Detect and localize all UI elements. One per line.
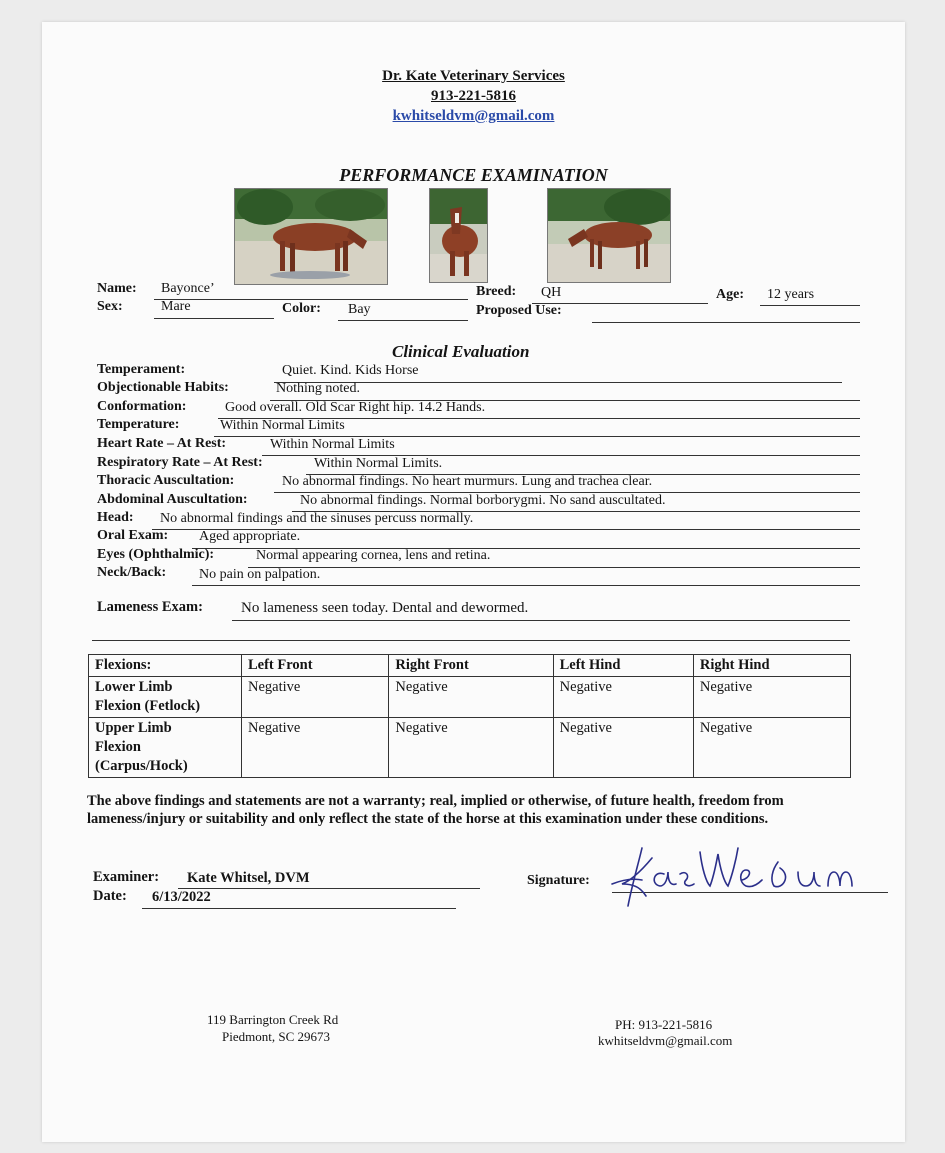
sex-value: Mare <box>161 299 191 314</box>
eyes-label: Eyes (Ophthalmic): <box>97 547 215 562</box>
neck-back-label: Neck/Back: <box>97 565 167 580</box>
table-row <box>89 718 851 778</box>
heart-rate-value: Within Normal Limits <box>270 437 395 452</box>
footer-email: kwhitseldvm@gmail.com <box>598 1033 733 1048</box>
row-label <box>89 718 242 778</box>
abdominal-label: Abdominal Auscultation: <box>97 492 248 507</box>
clinic-email: kwhitseldvm@gmail.com <box>392 108 555 124</box>
clinic-phone: 913-221-5816 <box>431 88 516 104</box>
row-label-line: (Carpus/Hock) <box>95 758 188 774</box>
color-value: Bay <box>348 302 371 317</box>
table-cell: Negative <box>242 718 389 778</box>
name-value: Bayonce’ <box>161 281 215 296</box>
temperature-label: Temperature: <box>97 417 180 432</box>
row-label <box>89 677 242 718</box>
row-label-line: Upper Limb <box>95 720 172 736</box>
table-cell: Negative <box>553 718 693 778</box>
habits-value: Nothing noted. <box>276 381 360 396</box>
row-label-line: Flexion (Fetlock) <box>95 698 201 714</box>
disclaimer: The above findings and statements are not a warranty; real, implied or otherwise, of future health, freedom from lameness/injury or suitability and only reflect the state of the horse at this examination under these conditions. <box>87 793 784 827</box>
abdominal-value: No abnormal findings. Normal borborygmi. No sand auscultated. <box>300 493 666 508</box>
heart-rate-label: Heart Rate – At Rest: <box>97 436 227 451</box>
conformation-label: Conformation: <box>97 399 187 414</box>
date-value: 6/13/2022 <box>152 889 211 905</box>
exam-document <box>42 22 905 1142</box>
head-label: Head: <box>97 510 134 525</box>
flexion-header-cell: Right Front <box>389 655 553 677</box>
horse-photo-side <box>234 188 388 285</box>
color-label: Color: <box>282 301 321 316</box>
sex-label: Sex: <box>97 299 123 314</box>
breed-label: Breed: <box>476 284 517 299</box>
breed-value: QH <box>541 285 562 300</box>
age-value: 12 years <box>767 287 815 302</box>
flexion-header-cell: Right Hind <box>693 655 850 677</box>
clinic-name: Dr. Kate Veterinary Services <box>382 68 565 84</box>
footer-address-line1: 119 Barrington Creek Rd <box>207 1012 339 1027</box>
date-label: Date: <box>93 888 127 904</box>
examiner-label: Examiner: <box>93 869 160 885</box>
row-label-line: Lower Limb <box>95 679 173 695</box>
habits-label: Objectionable Habits: <box>97 380 229 395</box>
head-value: No abnormal findings and the sinuses percuss normally. <box>160 511 474 526</box>
eyes-value: Normal appearing cornea, lens and retina. <box>256 548 491 563</box>
table-cell: Negative <box>389 677 553 718</box>
table-row <box>89 677 851 718</box>
proposed-use-label: Proposed Use: <box>476 303 562 318</box>
table-cell: Negative <box>553 677 693 718</box>
flexion-header-cell: Flexions: <box>89 655 242 677</box>
resp-rate-label: Respiratory Rate – At Rest: <box>97 455 263 470</box>
horse-photo-side-right <box>547 188 671 283</box>
flexion-header-cell: Left Hind <box>553 655 693 677</box>
horse-photo-front <box>429 188 488 283</box>
oral-exam-label: Oral Exam: <box>97 528 169 543</box>
signature-image <box>602 840 872 910</box>
table-cell: Negative <box>693 718 850 778</box>
age-label: Age: <box>716 287 744 302</box>
name-label: Name: <box>97 281 137 296</box>
conformation-value: Good overall. Old Scar Right hip. 14.2 Hands. <box>225 400 486 415</box>
flexion-header-cell: Left Front <box>242 655 389 677</box>
oral-exam-value: Aged appropriate. <box>199 529 301 544</box>
signature-label: Signature: <box>527 873 590 888</box>
table-cell: Negative <box>693 677 850 718</box>
document-title: PERFORMANCE EXAMINATION <box>339 165 608 185</box>
temperature-value: Within Normal Limits <box>220 418 345 433</box>
table-cell: Negative <box>242 677 389 718</box>
resp-rate-value: Within Normal Limits. <box>314 456 443 471</box>
table-cell: Negative <box>389 718 553 778</box>
flexion-header-row <box>89 655 851 677</box>
lameness-label: Lameness Exam: <box>97 599 203 615</box>
flexion-table <box>88 654 851 778</box>
lameness-value: No lameness seen today. Dental and dewormed. <box>241 600 529 616</box>
footer-address-line2: Piedmont, SC 29673 <box>222 1029 330 1044</box>
thoracic-value: No abnormal findings. No heart murmurs. Lung and trachea clear. <box>282 474 653 489</box>
examiner-value: Kate Whitsel, DVM <box>187 870 310 886</box>
temperament-value: Quiet. Kind. Kids Horse <box>282 363 419 378</box>
clinical-title: Clinical Evaluation <box>392 342 530 361</box>
footer-phone: PH: 913-221-5816 <box>615 1017 713 1032</box>
row-label-line: Flexion <box>95 739 141 755</box>
thoracic-label: Thoracic Auscultation: <box>97 473 235 488</box>
neck-back-value: No pain on palpation. <box>199 567 321 582</box>
temperament-label: Temperament: <box>97 362 186 377</box>
